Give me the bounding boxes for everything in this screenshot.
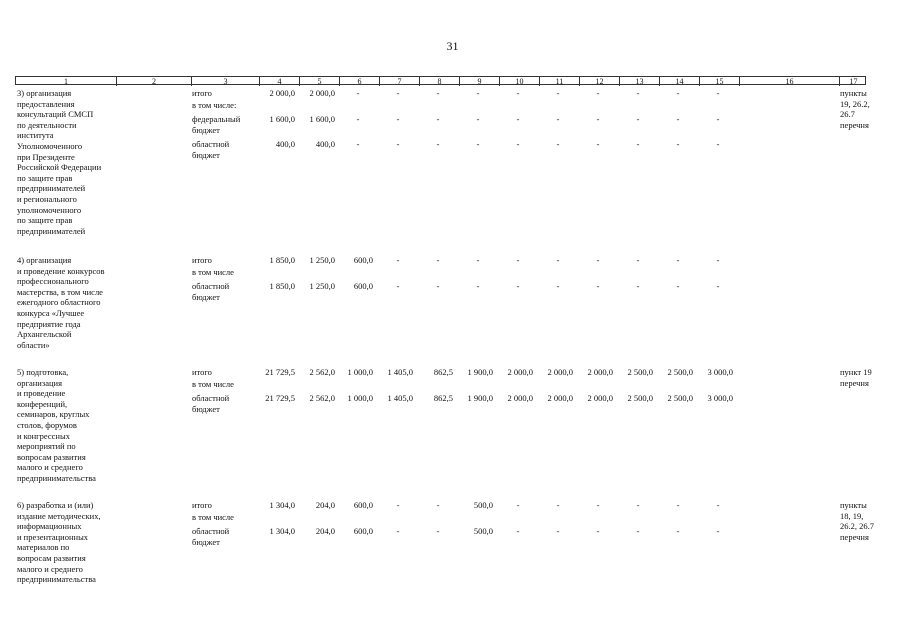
section-title-line: предпринимательства bbox=[17, 574, 96, 585]
table-cell-value: - bbox=[436, 88, 440, 98]
header-col-13: 13 bbox=[619, 77, 659, 86]
table-cell-value: - bbox=[476, 88, 480, 98]
row-label-line: бюджет bbox=[192, 536, 220, 547]
table-cell-value: 862,5 bbox=[433, 393, 453, 403]
table-cell-value: 2 500,0 bbox=[667, 367, 693, 377]
section-title-line: Архангельской bbox=[17, 329, 72, 340]
table-cell-value: - bbox=[676, 255, 680, 265]
note-line: пункт 19 bbox=[840, 367, 872, 377]
row-label-line: в том числе bbox=[192, 267, 234, 277]
header-col-8: 8 bbox=[419, 77, 459, 86]
table-cell-value: 3 000,0 bbox=[707, 367, 733, 377]
section-title-line: 3) организация bbox=[17, 88, 72, 98]
table-cell-value: 1 250,0 bbox=[309, 255, 335, 265]
table-cell-value: 1 000,0 bbox=[347, 367, 373, 377]
table-cell-value: 1 900,0 bbox=[467, 367, 493, 377]
header-col-5: 5 bbox=[299, 77, 339, 86]
section-title-line: Российской Федерации bbox=[17, 162, 102, 173]
table-cell-value: 204,0 bbox=[315, 500, 335, 510]
header-col-6: 6 bbox=[339, 77, 379, 86]
table-cell-value: 1 250,0 bbox=[309, 281, 335, 291]
note-line: 18, 19, bbox=[840, 510, 864, 521]
note-line: перечня bbox=[840, 119, 869, 130]
note-line: пункты bbox=[840, 88, 867, 98]
section-title-line: и проведение bbox=[17, 388, 66, 399]
table-cell-value: - bbox=[556, 114, 560, 124]
table-cell-value: - bbox=[476, 255, 480, 265]
table-cell-value: - bbox=[396, 88, 400, 98]
table-cell-value: - bbox=[716, 255, 720, 265]
table-cell-value: - bbox=[716, 114, 720, 124]
note-line: перечня bbox=[840, 531, 869, 542]
section-title-line: столов, форумов bbox=[17, 420, 77, 430]
table-cell-value: - bbox=[596, 88, 600, 98]
table-cell-value: - bbox=[636, 88, 640, 98]
table-cell-value: 1 405,0 bbox=[387, 393, 413, 403]
table-cell-value: 862,5 bbox=[433, 367, 453, 377]
table-cell-value: - bbox=[516, 500, 520, 510]
table-cell-value: 2 000,0 bbox=[547, 367, 573, 377]
table-cell-value: - bbox=[716, 500, 720, 510]
row-label-line: бюджет bbox=[192, 149, 220, 160]
table-cell-value: - bbox=[596, 526, 600, 536]
table-cell-value: 400,0 bbox=[275, 139, 295, 149]
header-col-12: 12 bbox=[579, 77, 619, 86]
section-title-line: предприятие года bbox=[17, 318, 81, 329]
section-title-line: малого и среднего bbox=[17, 563, 83, 574]
section-title-line: предпринимателей bbox=[17, 183, 86, 194]
section-title-line: предоставления bbox=[17, 98, 75, 109]
section-title-line: Уполномоченного bbox=[17, 141, 83, 151]
table-cell-value: 2 562,0 bbox=[309, 367, 335, 377]
header-col-2: 2 bbox=[116, 77, 191, 86]
section-title-line: области» bbox=[17, 339, 50, 350]
row-label-line: итого bbox=[192, 255, 212, 265]
table-cell-value: 3 000,0 bbox=[707, 393, 733, 403]
section-title-line: издание методических, bbox=[17, 510, 101, 521]
section-title-line: малого и среднего bbox=[17, 462, 83, 473]
table-cell-value: 1 900,0 bbox=[467, 393, 493, 403]
table-cell-value: 2 000,0 bbox=[309, 88, 335, 98]
table-cell-value: - bbox=[636, 526, 640, 536]
table-cell-value: - bbox=[676, 88, 680, 98]
header-col-3: 3 bbox=[191, 77, 259, 86]
section-title-line: предпринимателей bbox=[17, 225, 86, 236]
table-cell-value: - bbox=[556, 88, 560, 98]
table-cell-value: - bbox=[556, 255, 560, 265]
table-cell-value: - bbox=[516, 88, 520, 98]
table-cell-value: - bbox=[356, 88, 360, 98]
section-title-line: и проведение конкурсов bbox=[17, 265, 105, 276]
section-title-line: консультаций СМСП bbox=[17, 109, 94, 120]
section-title-line: мероприятий по bbox=[17, 441, 76, 452]
section-title-line: вопросам развития bbox=[17, 553, 86, 563]
table-cell-value: - bbox=[516, 139, 520, 149]
table-cell-value: - bbox=[596, 255, 600, 265]
table-header-row bbox=[15, 76, 866, 85]
section-title-line: уполномоченного bbox=[17, 204, 82, 215]
header-col-14: 14 bbox=[659, 77, 699, 86]
row-label-line: бюджет bbox=[192, 291, 220, 302]
table-cell-value: - bbox=[676, 500, 680, 510]
table-cell-value: - bbox=[636, 500, 640, 510]
note-line: пункты bbox=[840, 500, 867, 510]
table-cell-value: 500,0 bbox=[473, 500, 493, 510]
row-label-line: итого bbox=[192, 88, 212, 98]
table-cell-value: - bbox=[556, 526, 560, 536]
section-title-line: материалов по bbox=[17, 542, 70, 553]
table-cell-value: - bbox=[556, 281, 560, 291]
note-line: перечня bbox=[840, 377, 869, 388]
header-col-16: 16 bbox=[739, 77, 839, 86]
table-cell-value: - bbox=[676, 281, 680, 291]
table-cell-value: - bbox=[436, 500, 440, 510]
table-cell-value: 500,0 bbox=[473, 526, 493, 536]
section-title-line: конференций, bbox=[17, 398, 68, 409]
note-line: 19, 26.2, bbox=[840, 98, 870, 109]
row-label-line: областной bbox=[192, 139, 230, 149]
table-cell-value: 2 500,0 bbox=[627, 393, 653, 403]
section-title-line: при Президенте bbox=[17, 151, 75, 162]
table-cell-value: 600,0 bbox=[353, 255, 373, 265]
page-number: 31 bbox=[446, 39, 459, 53]
table-cell-value: - bbox=[596, 139, 600, 149]
row-label-line: бюджет bbox=[192, 403, 220, 414]
section-title-line: института bbox=[17, 130, 54, 141]
table-cell-value: - bbox=[396, 526, 400, 536]
row-label-line: областной bbox=[192, 393, 230, 403]
section-title-line: 6) разработка и (или) bbox=[17, 500, 94, 510]
section-title-line: по защите прав bbox=[17, 215, 73, 226]
section-title-line: и регионального bbox=[17, 194, 77, 204]
table-cell-value: - bbox=[436, 139, 440, 149]
note-line: 26.2, 26.7 bbox=[840, 521, 874, 532]
section-title-line: конкурса «Лучшее bbox=[17, 308, 85, 318]
table-cell-value: - bbox=[436, 281, 440, 291]
table-cell-value: - bbox=[356, 139, 360, 149]
row-label-line: бюджет bbox=[192, 124, 220, 135]
table-cell-value: - bbox=[676, 139, 680, 149]
section-title-line: информационных bbox=[17, 521, 82, 532]
table-cell-value: - bbox=[476, 114, 480, 124]
header-col-11: 11 bbox=[539, 77, 579, 86]
table-cell-value: - bbox=[516, 114, 520, 124]
note-line: 26.7 bbox=[840, 109, 855, 120]
row-label-line: областной bbox=[192, 526, 230, 536]
table-cell-value: 600,0 bbox=[353, 526, 373, 536]
table-cell-value: - bbox=[716, 281, 720, 291]
section-title-line: и презентационных bbox=[17, 531, 89, 542]
header-col-9: 9 bbox=[459, 77, 499, 86]
header-col-17: 17 bbox=[839, 77, 867, 86]
row-label-line: в том числе bbox=[192, 379, 234, 389]
section-title-line: ежегодного областного bbox=[17, 297, 101, 308]
table-cell-value: - bbox=[516, 526, 520, 536]
table-cell-value: - bbox=[716, 139, 720, 149]
section-title-line: организация bbox=[17, 377, 62, 388]
table-cell-value: 1 600,0 bbox=[269, 114, 295, 124]
table-cell-value: - bbox=[596, 281, 600, 291]
table-cell-value: - bbox=[636, 255, 640, 265]
header-col-1: 1 bbox=[64, 77, 68, 86]
table-cell-value: - bbox=[516, 281, 520, 291]
table-cell-value: - bbox=[636, 114, 640, 124]
table-cell-value: 21 729,5 bbox=[265, 367, 295, 377]
table-cell-value: 1 304,0 bbox=[269, 500, 295, 510]
table-cell-value: 2 000,0 bbox=[507, 367, 533, 377]
section-title-line: 4) организация bbox=[17, 255, 72, 265]
table-cell-value: 2 500,0 bbox=[627, 367, 653, 377]
table-cell-value: 2 000,0 bbox=[587, 367, 613, 377]
table-cell-value: 2 500,0 bbox=[667, 393, 693, 403]
row-label-line: федеральный bbox=[192, 114, 241, 124]
table-cell-value: - bbox=[516, 255, 520, 265]
section-title-line: вопросам развития bbox=[17, 451, 86, 462]
table-cell-value: 2 000,0 bbox=[507, 393, 533, 403]
table-cell-value: - bbox=[436, 526, 440, 536]
table-cell-value: - bbox=[476, 139, 480, 149]
section-title-line: и конгрессных bbox=[17, 430, 70, 441]
table-cell-value: 204,0 bbox=[315, 526, 335, 536]
table-cell-value: 2 000,0 bbox=[587, 393, 613, 403]
table-cell-value: 600,0 bbox=[353, 281, 373, 291]
table-cell-value: 400,0 bbox=[315, 139, 335, 149]
table-cell-value: - bbox=[596, 114, 600, 124]
header-col-10: 10 bbox=[499, 77, 539, 86]
table-cell-value: 1 600,0 bbox=[309, 114, 335, 124]
table-cell-value: - bbox=[556, 139, 560, 149]
table-cell-value: 1 405,0 bbox=[387, 367, 413, 377]
header-col-4: 4 bbox=[259, 77, 299, 86]
table-cell-value: - bbox=[636, 281, 640, 291]
table-cell-value: - bbox=[396, 139, 400, 149]
table-cell-value: - bbox=[716, 526, 720, 536]
section-title-line: 5) подготовка, bbox=[17, 367, 69, 377]
row-label-line: итого bbox=[192, 500, 212, 510]
section-title-line: семинаров, круглых bbox=[17, 409, 90, 420]
table-cell-value: 2 000,0 bbox=[269, 88, 295, 98]
table-cell-value: - bbox=[396, 114, 400, 124]
header-col-15: 15 bbox=[699, 77, 739, 86]
section-title-line: по деятельности bbox=[17, 119, 77, 130]
header-col-7: 7 bbox=[379, 77, 419, 86]
table-cell-value: - bbox=[676, 526, 680, 536]
table-cell-value: 1 304,0 bbox=[269, 526, 295, 536]
table-cell-value: - bbox=[676, 114, 680, 124]
section-title-line: предпринимательства bbox=[17, 473, 96, 483]
table-cell-value: 600,0 bbox=[353, 500, 373, 510]
table-cell-value: 21 729,5 bbox=[265, 393, 295, 403]
table-cell-value: - bbox=[436, 255, 440, 265]
row-label-line: в том числе: bbox=[192, 100, 237, 110]
table-cell-value: - bbox=[716, 88, 720, 98]
table-cell-value: - bbox=[476, 281, 480, 291]
table-cell-value: - bbox=[596, 500, 600, 510]
row-label-line: в том числе bbox=[192, 512, 234, 522]
table-cell-value: - bbox=[556, 500, 560, 510]
table-cell-value: 2 000,0 bbox=[547, 393, 573, 403]
section-title-line: по защите прав bbox=[17, 172, 73, 183]
table-cell-value: - bbox=[396, 500, 400, 510]
table-cell-value: - bbox=[356, 114, 360, 124]
table-cell-value: 1 850,0 bbox=[269, 281, 295, 291]
table-cell-value: 1 850,0 bbox=[269, 255, 295, 265]
table-cell-value: - bbox=[636, 139, 640, 149]
row-label-line: итого bbox=[192, 367, 212, 377]
table-cell-value: 1 000,0 bbox=[347, 393, 373, 403]
table-cell-value: - bbox=[436, 114, 440, 124]
table-cell-value: - bbox=[396, 281, 400, 291]
section-title-line: профессионального bbox=[17, 276, 89, 287]
section-title-line: мастерства, в том числе bbox=[17, 286, 103, 297]
table-cell-value: - bbox=[396, 255, 400, 265]
row-label-line: областной bbox=[192, 281, 230, 291]
table-cell-value: 2 562,0 bbox=[309, 393, 335, 403]
